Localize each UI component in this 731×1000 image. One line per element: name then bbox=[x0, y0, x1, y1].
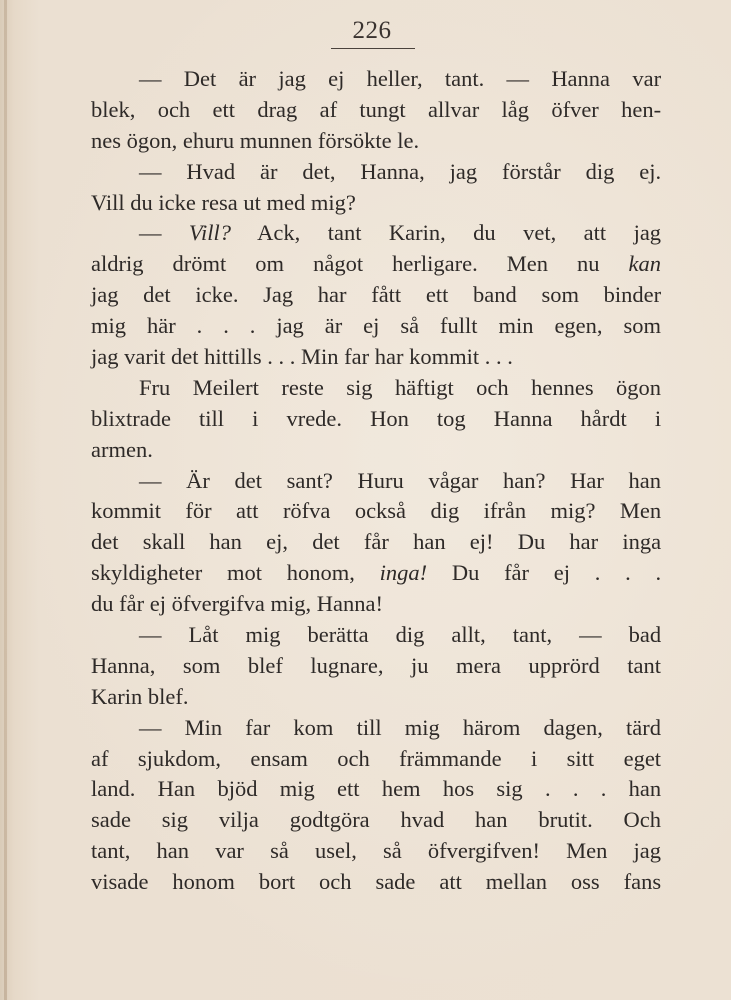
text-line: Hanna, som blef lugnare, ju mera upprörd tant bbox=[91, 652, 662, 678]
text-line: af sjukdom, ensam och främmande i sitt eget bbox=[91, 745, 662, 771]
text-line: aldrig drömt om något herligare. Men nu kan bbox=[91, 251, 662, 277]
body-text bbox=[91, 64, 661, 898]
page-gutter bbox=[4, 0, 7, 1000]
text-line: nes ögon, ehuru munnen försökte le. bbox=[91, 127, 420, 153]
text-line: land. Han bjöd mig ett hem hos sig . . . han bbox=[91, 776, 662, 802]
text-line: jag varit det hittills . . . Min far har kommit . . . bbox=[91, 344, 513, 370]
page-number: 226 bbox=[352, 17, 392, 44]
text-line: — Det är jag ej heller, tant. — Hanna var bbox=[139, 66, 662, 91]
text-line: armen. bbox=[91, 436, 153, 462]
text-line: — Vill? Ack, tant Karin, du vet, att jag bbox=[139, 220, 662, 246]
text-line: — Hvad är det, Hanna, jag förstår dig ej. bbox=[139, 158, 662, 184]
text-line: mig här . . . jag är ej så fullt min egen, som bbox=[91, 313, 661, 339]
text-line: skyldigheter mot honom, inga! Du får ej . . . bbox=[91, 560, 662, 586]
text-line: — Är det sant? Huru vågar han? Har han bbox=[139, 467, 662, 493]
text-line: blek, och ett drag af tungt allvar låg öfver hen- bbox=[91, 96, 662, 122]
text-line: du får ej öfvergifva mig, Hanna! bbox=[91, 591, 384, 617]
text-line: Karin blef. bbox=[91, 683, 189, 709]
text-line: tant, han var så usel, så öfvergifven! Men jag bbox=[91, 838, 662, 864]
text-line: blixtrade till i vrede. Hon tog Hanna hårdt i bbox=[91, 405, 662, 431]
text-line: Fru Meilert reste sig häftigt och hennes ögon bbox=[139, 374, 662, 400]
page-number-rule bbox=[331, 48, 415, 49]
text-line: sade sig vilja godtgöra hvad han brutit. Och bbox=[91, 807, 662, 833]
text-line: Vill du icke resa ut med mig? bbox=[91, 189, 356, 215]
text-line: jag det icke. Jag har fått ett band som binder bbox=[91, 282, 662, 308]
text-line: kommit för att röfva också dig ifrån mig? Men bbox=[91, 498, 662, 524]
text-line: visade honom bort och sade att mellan oss fans bbox=[91, 869, 662, 895]
text-line: — Min far kom till mig härom dagen, tärd bbox=[139, 714, 661, 740]
text-line: — Låt mig berätta dig allt, tant, — bad bbox=[139, 622, 662, 648]
text-line: det skall han ej, det får han ej! Du har inga bbox=[91, 529, 662, 555]
